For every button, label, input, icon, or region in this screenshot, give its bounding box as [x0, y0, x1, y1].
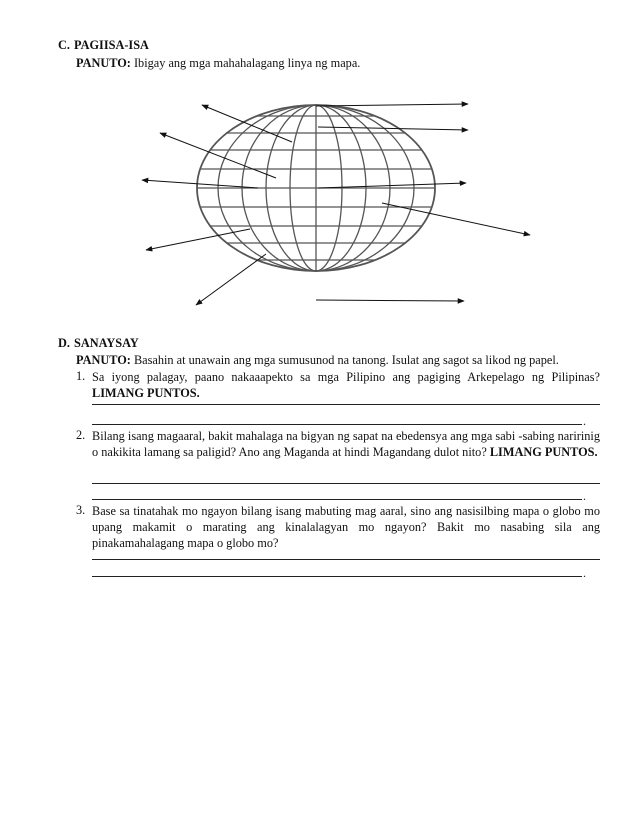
question-2 [76, 428, 600, 460]
question-1 [76, 369, 600, 401]
section-d-letter: D. [58, 336, 70, 350]
arrow-upper-right [318, 127, 468, 130]
answer-line-1a[interactable] [92, 404, 600, 405]
question-2-points: LIMANG PUNTOS. [489, 445, 598, 460]
answer-line-2b[interactable] [92, 499, 582, 500]
question-1-points: LIMANG PUNTOS. [92, 386, 200, 401]
answer-line-1b[interactable] [92, 424, 582, 425]
question-2-text: Bilang isang magaaral, bakit mahalaga na bigyan ng sapat na ebedensya ang mga sabi -sabing naririnig o nakikita lamang sa paligid? Ano ang Maganda at hindi Magandang dulot nito? [92, 429, 600, 460]
arrow-mid-left [142, 180, 258, 188]
section-c-panuto-label: PANUTO: [76, 56, 131, 70]
question-3-text: Base sa tinatahak mo ngayon bilang isang mabuting mag aaral, sino ang nasisilbing mapa o globo mo upang makamit o marating ang kinalalagyan mo ngayon? Bakit mo nasabing sila ang pinakamahalagang mapa o globo mo? [92, 504, 600, 551]
question-2-number: 2. [76, 428, 86, 442]
arrow-mid-right [318, 183, 466, 188]
question-1-text: Sa iyong palagay, paano nakaaapekto sa mga Pilipino ang pagiging Arkepelago ng Pilipinas? [92, 370, 600, 384]
section-c-panuto-text: Ibigay ang mga mahahalagang linya ng mapa. [130, 56, 361, 70]
answer-line-1-end: . [583, 414, 586, 428]
question-3-number: 3. [76, 503, 86, 517]
arrow-bottom-right [316, 300, 464, 301]
answer-line-3b[interactable] [92, 576, 582, 577]
section-d-title: SANAYSAY [74, 336, 139, 350]
arrow-top-right [316, 104, 468, 106]
question-3 [76, 503, 600, 552]
answer-line-2-end: . [583, 489, 586, 503]
section-d-panuto-label: PANUTO: [76, 353, 131, 367]
arrow-lower-right [382, 203, 530, 235]
answer-line-2a[interactable] [92, 483, 600, 484]
arrow-lower-left [146, 229, 250, 250]
section-d-instruction [76, 353, 559, 368]
arrow-top-left [202, 105, 292, 142]
section-c-letter: C. [58, 38, 70, 52]
question-1-number: 1. [76, 369, 86, 383]
globe-figure [0, 0, 638, 330]
globe-grid-icon [197, 105, 435, 271]
answer-line-3a[interactable] [92, 559, 600, 560]
section-c-title: PAGIISA-ISA [74, 38, 149, 52]
section-d-panuto-text: Basahin at unawain ang mga sumusunod na tanong. Isulat ang sagot sa likod ng papel. [130, 353, 559, 367]
arrow-bottom-left [196, 254, 266, 305]
section-d-heading [58, 336, 139, 351]
answer-line-3-end: . [583, 566, 586, 580]
